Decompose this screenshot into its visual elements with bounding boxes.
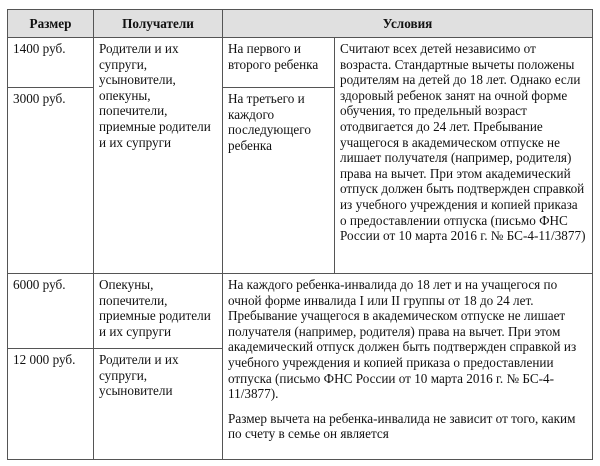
child-first-second: На первого и второго ребенка	[223, 38, 335, 88]
recipients-parents: Родители и их супруги, усыновители	[94, 349, 223, 460]
header-size: Размер	[8, 10, 94, 38]
size-6000: 6000 руб.	[8, 274, 94, 349]
size-12000: 12 000 руб.	[8, 349, 94, 460]
size-1400: 1400 руб.	[8, 38, 94, 88]
conditions-regular: Считают всех детей независимо от возраста. Стандартные вычеты положены родителям на детей до 18 лет. Однако если здоровый ребенок занят на очной форме обучения, то предельный возраст отодвигается до 24 лет. Пребывание учащегося в академическом отпуске не лишает получателя (например, родителя) права на вычет. При этом академический отпуск должен быть подтвержден справкой из учебного учреждения и копией приказа о предоставлении отпуска (письмо ФНС России от 10 марта 2016 г. № БС-4-11/3877)	[335, 38, 593, 274]
deductions-table	[7, 9, 593, 460]
table-row	[8, 38, 593, 88]
recipients-parents-guardians: Родители и их супруги, усыновители, опекуны, попечители, приемные родители и их супруги	[94, 38, 223, 274]
size-3000: 3000 руб.	[8, 88, 94, 274]
conditions-disabled-note: Размер вычета на ребенка-инвалида не зависит от того, каким по счету в семье он является	[228, 410, 576, 442]
child-third-plus: На третьего и каждого последующего ребенка	[223, 88, 335, 274]
header-recipients: Получатели	[94, 10, 223, 38]
header-row	[8, 10, 593, 38]
header-conditions: Условия	[223, 10, 593, 38]
recipients-guardians: Опекуны, попечители, приемные родители и их супруги	[94, 274, 223, 349]
table-row	[8, 274, 593, 349]
conditions-disabled-text: На каждого ребенка-инвалида до 18 лет и на учащегося по очной форме инвалида I или II группы от 18 до 24 лет. Пребывание учащегося в академическом отпуске не лишает получателя (например, родителя) права на вычет. При этом академический отпуск должен быть подтвержден справкой из учебного учреждения и копией приказа о предоставлении отпуска (письмо ФНС России от 10 марта 2016 г. № БС-4-11/3877).	[228, 277, 577, 402]
conditions-disabled	[223, 274, 593, 460]
